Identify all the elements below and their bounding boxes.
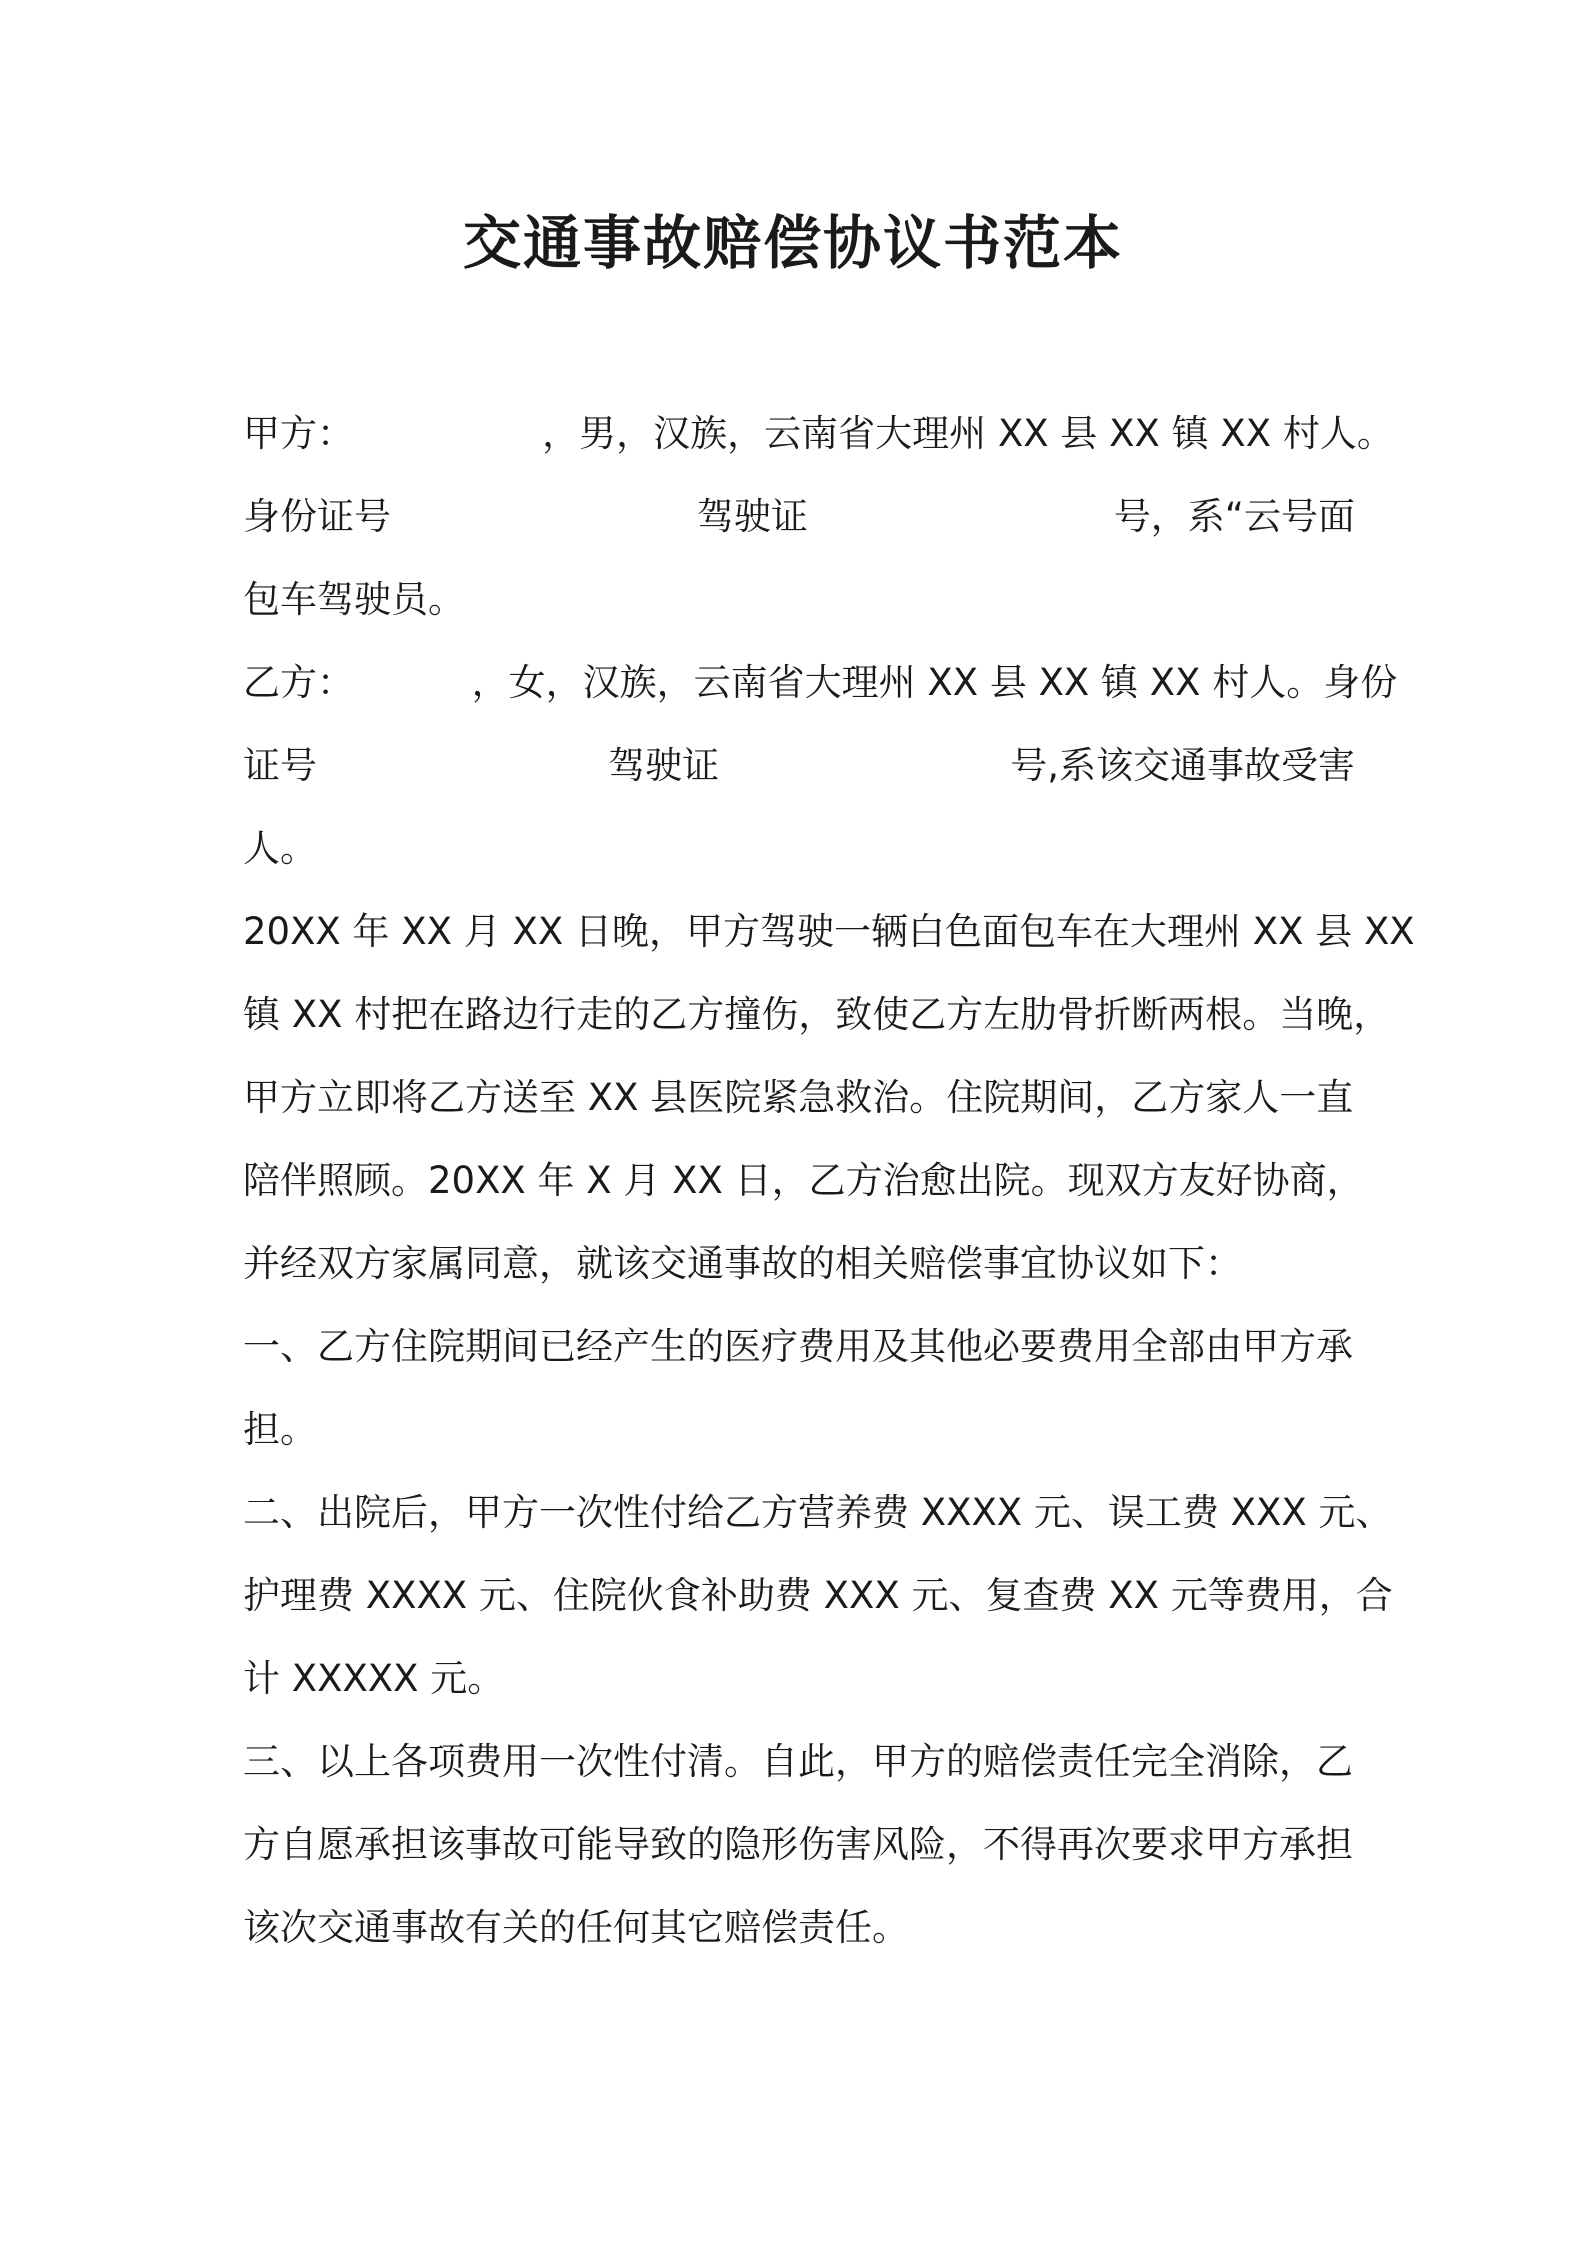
facts-line: 并经双方家属同意，就该交通事故的相关赔偿事宜协议如下： (243, 1242, 1242, 1285)
clause-3-line: 该次交通事故有关的任何其它赔偿责任。 (243, 1906, 909, 1949)
clause-3-line: 三、以上各项费用一次性付清。自此，甲方的赔偿责任完全消除，乙 (243, 1740, 1353, 1783)
party-a-line-1: 甲方： ，男，汉族，云南省大理州 XX 县 XX 镇 XX 村人。 (243, 412, 1394, 455)
party-b-line-2 (243, 740, 1355, 792)
facts-line: 镇 XX 村把在路边行走的乙方撞伤，致使乙方左肋骨折断两根。当晚， (243, 993, 1391, 1036)
facts-line: 甲方立即将乙方送至 XX 县医院紧急救治。住院期间，乙方家人一直 (243, 1076, 1354, 1119)
clause-2-line: 护理费 XXXX 元、住院伙食补助费 XXX 元、复查费 XX 元等费用，合 (243, 1574, 1393, 1617)
license-label: 驾驶证 (608, 744, 720, 787)
party-a-line-2 (243, 491, 1355, 543)
clause-3-line: 方自愿承担该事故可能导致的隐形伤害风险，不得再次要求甲方承担 (243, 1823, 1353, 1866)
license-label: 驾驶证 (696, 495, 808, 538)
clause-1-line: 担。 (243, 1408, 317, 1451)
id-number-label: 身份证号 (243, 495, 391, 538)
facts-line: 20XX 年 XX 月 XX 日晚，甲方驾驶一辆白色面包车在大理州 XX 县 XX (243, 910, 1415, 953)
party-a-line-3: 包车驾驶员。 (243, 578, 465, 621)
clause-2-line: 二、出院后，甲方一次性付给乙方营养费 XXXX 元、误工费 XXX 元、 (243, 1491, 1393, 1534)
clause-1-line: 一、乙方住院期间已经产生的医疗费用及其他必要费用全部由甲方承 (243, 1325, 1353, 1368)
document-title: 交通事故赔偿协议书范本 (462, 209, 1123, 277)
id-number-label: 证号 (243, 744, 317, 787)
clause-2-line: 计 XXXXX 元。 (243, 1657, 505, 1700)
party-b-line-3: 人。 (243, 827, 317, 870)
party-a-role: 号，系“云号面 (1113, 495, 1355, 538)
facts-line: 陪伴照顾。20XX 年 X 月 XX 日，乙方治愈出院。现双方友好协商， (243, 1159, 1364, 1202)
party-b-role: 号,系该交通事故受害 (1010, 744, 1355, 787)
party-b-line-1: 乙方： ，女，汉族，云南省大理州 XX 县 XX 镇 XX 村人。身份 (243, 661, 1398, 704)
